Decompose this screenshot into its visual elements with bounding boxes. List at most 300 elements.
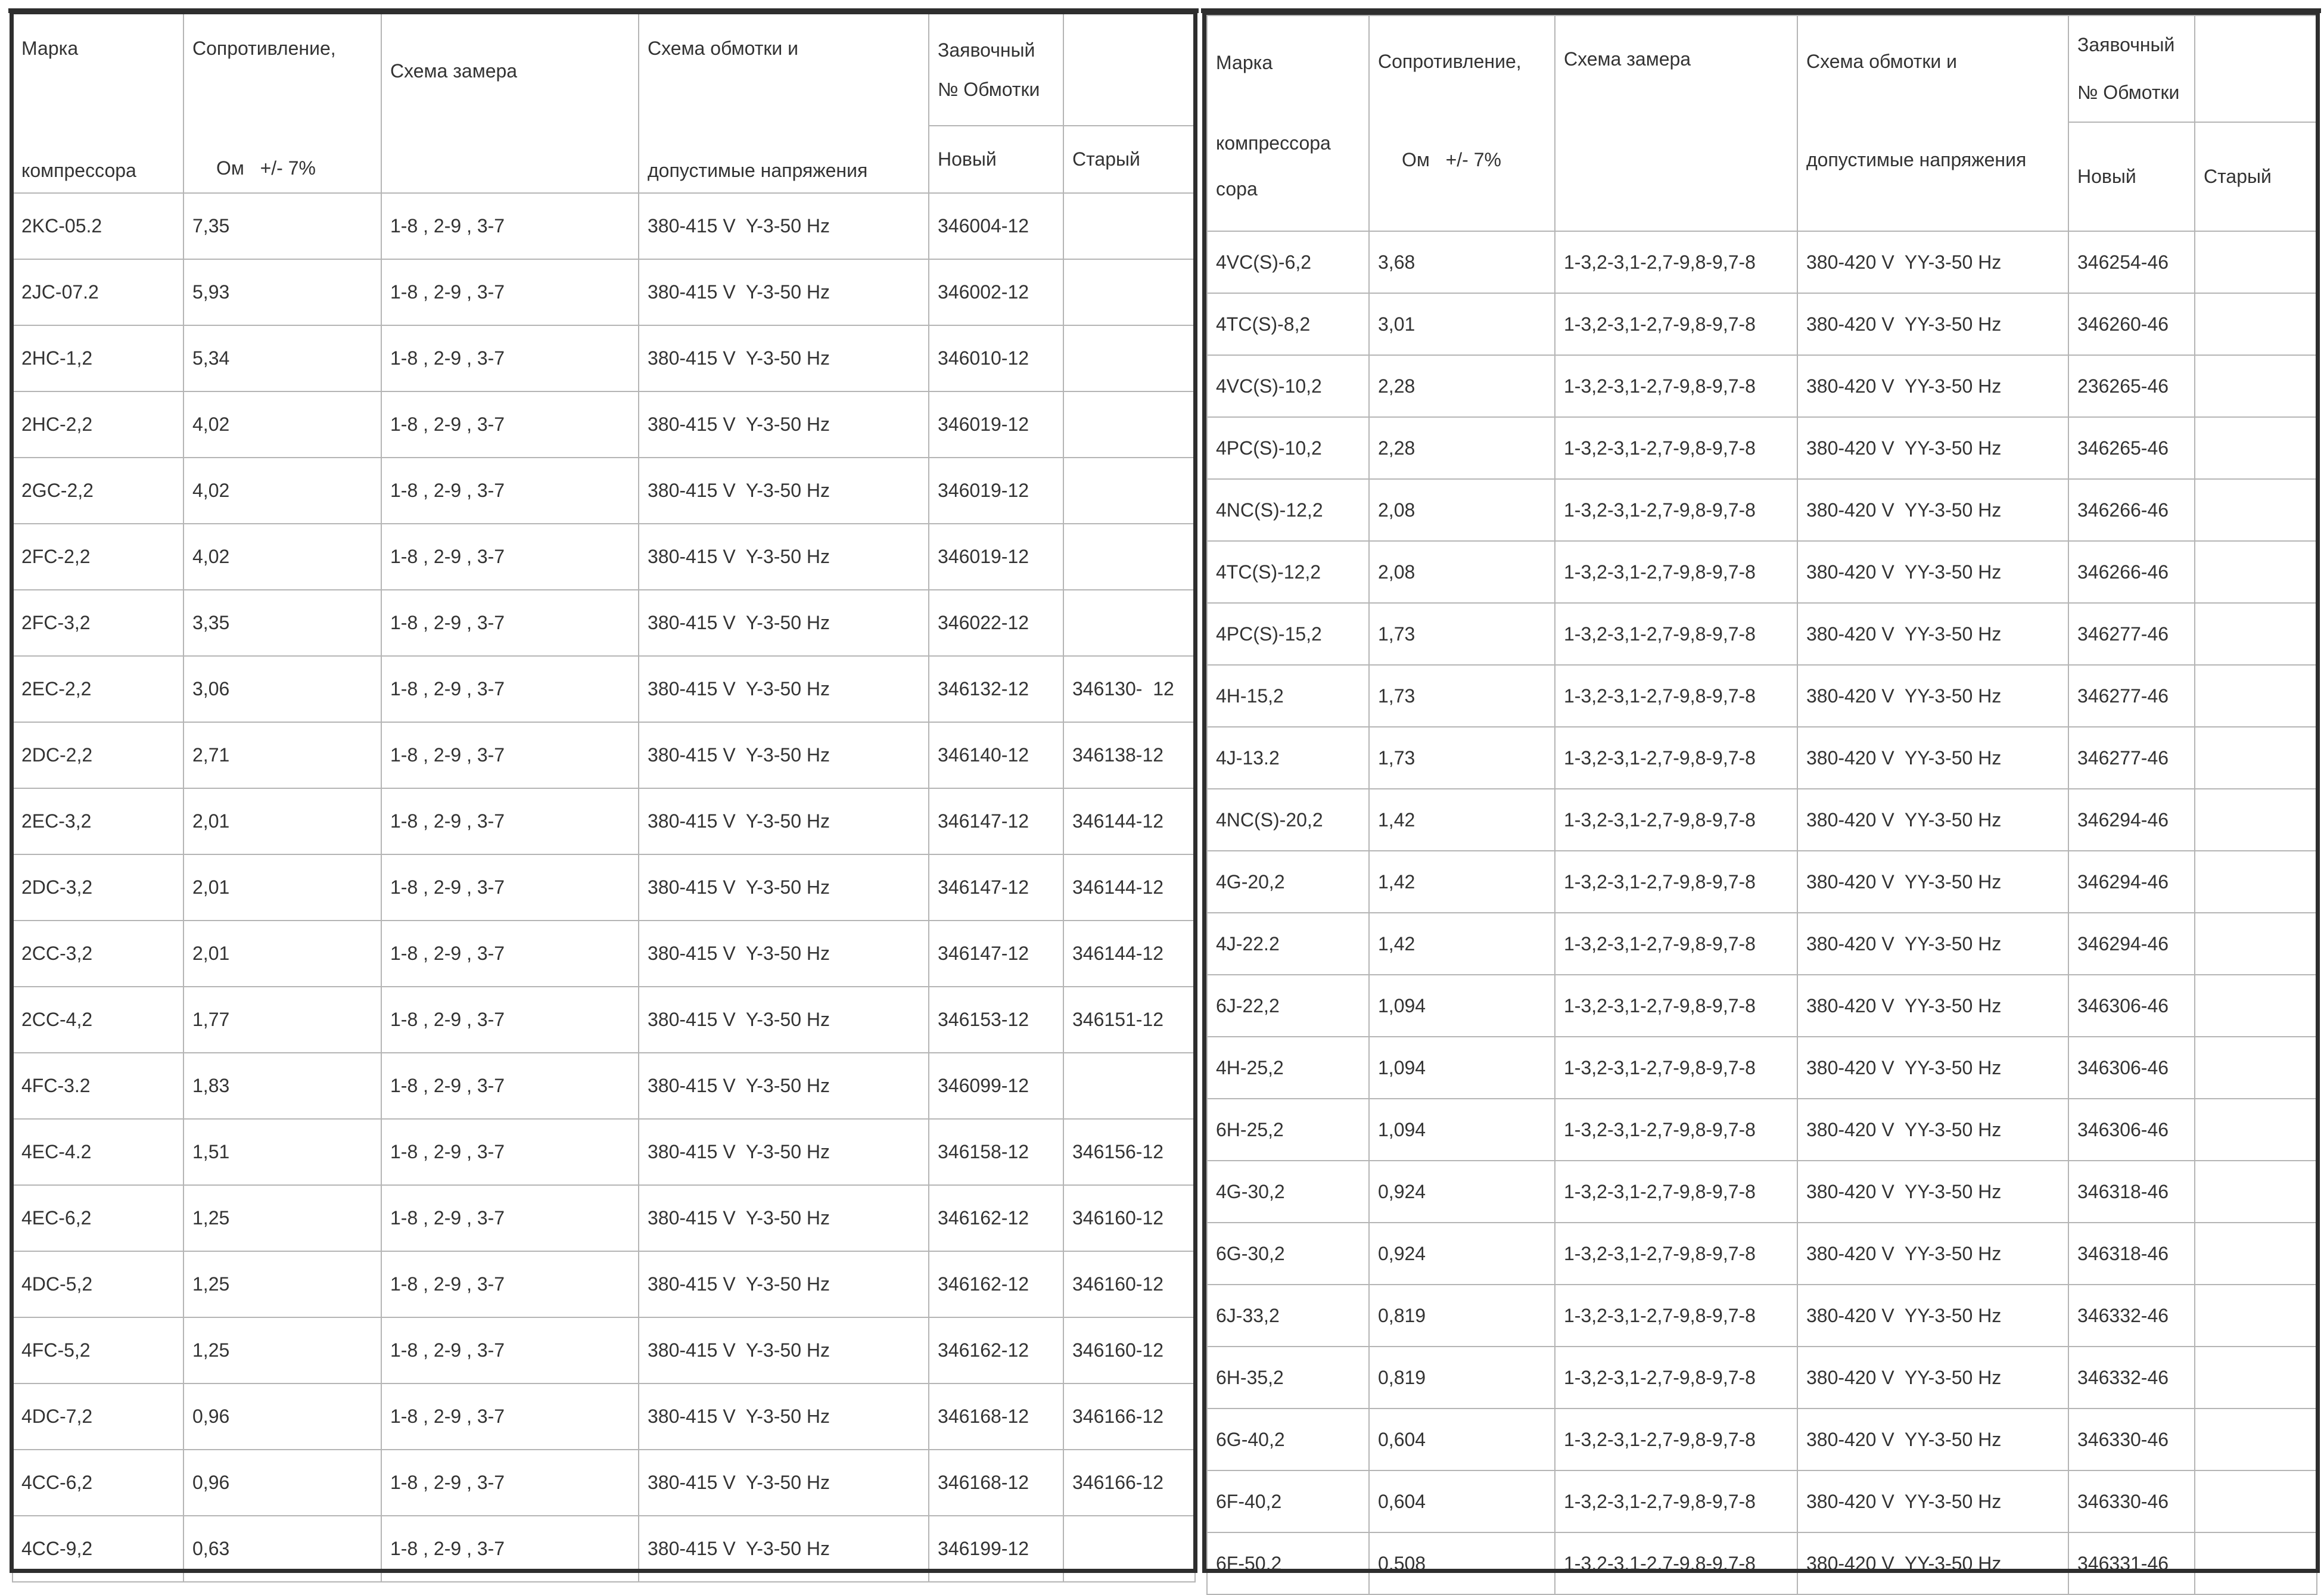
old-cell — [2195, 789, 2317, 851]
new-cell: 346330-46 — [2068, 1409, 2195, 1470]
old-cell — [1063, 458, 1195, 524]
scheme-cell: 1-8 , 2-9 , 3-7 — [381, 458, 639, 524]
table-row — [1207, 1285, 2317, 1347]
resistance-cell: 2,08 — [1369, 541, 1555, 603]
resistance-cell: 2,01 — [183, 921, 381, 987]
right-header-order-line1: Заявочный — [2077, 34, 2175, 56]
new-cell: 346277-46 — [2068, 665, 2195, 727]
new-cell: 346294-46 — [2068, 789, 2195, 851]
brand-cell: 6G-40,2 — [1207, 1409, 1369, 1470]
old-cell — [2195, 1285, 2317, 1347]
old-cell — [1063, 1053, 1195, 1119]
table-row — [13, 325, 1195, 391]
brand-cell: 4J-22.2 — [1207, 913, 1369, 975]
voltage-cell: 380-420 V YY-3-50 Hz — [1797, 1532, 2068, 1594]
old-cell: 346160-12 — [1063, 1317, 1195, 1383]
voltage-cell: 380-415 V Y-3-50 Hz — [639, 854, 929, 921]
scheme-cell: 1-3,2-3,1-2,7-9,8-9,7-8 — [1555, 603, 1797, 665]
new-cell: 346147-12 — [929, 788, 1063, 854]
new-cell: 346306-46 — [2068, 1037, 2195, 1099]
brand-cell: 4PC(S)-10,2 — [1207, 417, 1369, 479]
new-cell: 346158-12 — [929, 1119, 1063, 1185]
resistance-cell: 2,71 — [183, 722, 381, 788]
resistance-cell: 3,06 — [183, 656, 381, 722]
resistance-cell: 0,508 — [1369, 1532, 1555, 1594]
new-cell: 346147-12 — [929, 854, 1063, 921]
old-cell — [2195, 355, 2317, 417]
left-header-old: Старый — [1063, 126, 1195, 193]
brand-cell: 2FC-3,2 — [13, 590, 183, 656]
old-cell — [1063, 1516, 1195, 1582]
resistance-cell: 0,604 — [1369, 1409, 1555, 1470]
table-row — [13, 1119, 1195, 1185]
scheme-cell: 1-8 , 2-9 , 3-7 — [381, 722, 639, 788]
left-header-scheme — [381, 13, 639, 193]
old-cell — [2195, 603, 2317, 665]
scheme-cell: 1-8 , 2-9 , 3-7 — [381, 1317, 639, 1383]
table-row — [1207, 355, 2317, 417]
voltage-cell: 380-415 V Y-3-50 Hz — [639, 259, 929, 325]
resistance-cell: 1,094 — [1369, 1099, 1555, 1161]
new-cell: 346260-46 — [2068, 293, 2195, 355]
right-header-resistance-bottom: Ом +/- 7% — [1402, 149, 1501, 170]
brand-cell: 4NC(S)-12,2 — [1207, 479, 1369, 541]
scheme-cell: 1-3,2-3,1-2,7-9,8-9,7-8 — [1555, 975, 1797, 1037]
resistance-cell: 3,01 — [1369, 293, 1555, 355]
new-cell: 346162-12 — [929, 1317, 1063, 1383]
new-cell: 346318-46 — [2068, 1223, 2195, 1285]
voltage-cell: 380-415 V Y-3-50 Hz — [639, 1383, 929, 1450]
left-header-order-line1: Заявочный — [938, 39, 1035, 61]
left-header-resistance-top: Сопротивление, — [192, 38, 336, 59]
table-row — [13, 193, 1195, 259]
table-row — [13, 1317, 1195, 1383]
table-row — [13, 458, 1195, 524]
voltage-cell: 380-420 V YY-3-50 Hz — [1797, 1285, 2068, 1347]
table-row — [1207, 1532, 2317, 1594]
left-header-resistance-bottom: Ом +/- 7% — [216, 157, 316, 179]
resistance-cell: 3,68 — [1369, 231, 1555, 293]
table-row — [13, 788, 1195, 854]
scheme-cell: 1-8 , 2-9 , 3-7 — [381, 1383, 639, 1450]
scheme-cell: 1-3,2-3,1-2,7-9,8-9,7-8 — [1555, 1161, 1797, 1223]
table-row — [1207, 1223, 2317, 1285]
new-cell: 346294-46 — [2068, 851, 2195, 913]
right-header-order-number — [2068, 15, 2195, 122]
right-header-winding-bottom: допустимые напряжения — [1806, 149, 2027, 170]
table-row — [13, 1053, 1195, 1119]
resistance-cell: 1,42 — [1369, 851, 1555, 913]
table-row — [13, 1185, 1195, 1251]
scheme-cell: 1-3,2-3,1-2,7-9,8-9,7-8 — [1555, 1347, 1797, 1409]
voltage-cell: 380-415 V Y-3-50 Hz — [639, 1516, 929, 1582]
scheme-cell: 1-8 , 2-9 , 3-7 — [381, 1053, 639, 1119]
voltage-cell: 380-420 V YY-3-50 Hz — [1797, 479, 2068, 541]
brand-cell: 6H-35,2 — [1207, 1347, 1369, 1409]
new-cell: 346162-12 — [929, 1185, 1063, 1251]
resistance-cell: 1,51 — [183, 1119, 381, 1185]
table-row — [1207, 231, 2317, 293]
old-cell — [1063, 391, 1195, 458]
voltage-cell: 380-415 V Y-3-50 Hz — [639, 590, 929, 656]
left-header-winding — [639, 13, 929, 193]
brand-cell: 2CC-4,2 — [13, 987, 183, 1053]
brand-cell: 6J-22,2 — [1207, 975, 1369, 1037]
brand-cell: 2HC-1,2 — [13, 325, 183, 391]
old-cell: 346156-12 — [1063, 1119, 1195, 1185]
brand-cell: 6H-25,2 — [1207, 1099, 1369, 1161]
old-cell — [2195, 665, 2317, 727]
resistance-cell: 1,73 — [1369, 727, 1555, 789]
new-cell: 346306-46 — [2068, 1099, 2195, 1161]
old-cell — [2195, 541, 2317, 603]
brand-cell: 2DC-2,2 — [13, 722, 183, 788]
scheme-cell: 1-3,2-3,1-2,7-9,8-9,7-8 — [1555, 1223, 1797, 1285]
voltage-cell: 380-415 V Y-3-50 Hz — [639, 458, 929, 524]
table-row — [13, 1450, 1195, 1516]
left-header-new: Новый — [929, 126, 1063, 193]
scheme-cell: 1-3,2-3,1-2,7-9,8-9,7-8 — [1555, 1099, 1797, 1161]
right-header-row-1 — [1207, 15, 2317, 122]
brand-cell: 4CC-9,2 — [13, 1516, 183, 1582]
scheme-cell: 1-8 , 2-9 , 3-7 — [381, 788, 639, 854]
voltage-cell: 380-420 V YY-3-50 Hz — [1797, 417, 2068, 479]
brand-cell: 4G-30,2 — [1207, 1161, 1369, 1223]
brand-cell: 4G-20,2 — [1207, 851, 1369, 913]
brand-cell: 4H-25,2 — [1207, 1037, 1369, 1099]
old-cell — [2195, 231, 2317, 293]
voltage-cell: 380-420 V YY-3-50 Hz — [1797, 231, 2068, 293]
old-cell — [1063, 259, 1195, 325]
scheme-cell: 1-8 , 2-9 , 3-7 — [381, 1450, 639, 1516]
resistance-cell: 0,819 — [1369, 1285, 1555, 1347]
old-cell: 346160-12 — [1063, 1251, 1195, 1317]
table-row — [1207, 1347, 2317, 1409]
resistance-cell: 1,77 — [183, 987, 381, 1053]
table-row — [13, 391, 1195, 458]
right-header-order-empty — [2195, 15, 2317, 122]
scheme-cell: 1-3,2-3,1-2,7-9,8-9,7-8 — [1555, 355, 1797, 417]
scheme-cell: 1-3,2-3,1-2,7-9,8-9,7-8 — [1555, 1285, 1797, 1347]
brand-cell: 6G-30,2 — [1207, 1223, 1369, 1285]
scheme-cell: 1-3,2-3,1-2,7-9,8-9,7-8 — [1555, 851, 1797, 913]
old-cell — [2195, 1409, 2317, 1470]
new-cell: 346168-12 — [929, 1450, 1063, 1516]
old-cell: 346151-12 — [1063, 987, 1195, 1053]
scheme-cell: 1-8 , 2-9 , 3-7 — [381, 1516, 639, 1582]
voltage-cell: 380-420 V YY-3-50 Hz — [1797, 293, 2068, 355]
brand-cell: 4EC-6,2 — [13, 1185, 183, 1251]
left-header-resistance — [183, 13, 381, 193]
voltage-cell: 380-420 V YY-3-50 Hz — [1797, 355, 2068, 417]
table-row — [13, 524, 1195, 590]
resistance-cell: 2,28 — [1369, 355, 1555, 417]
resistance-cell: 0,96 — [183, 1383, 381, 1450]
table-row — [1207, 603, 2317, 665]
new-cell: 346331-46 — [2068, 1532, 2195, 1594]
new-cell: 346019-12 — [929, 391, 1063, 458]
scheme-cell: 1-8 , 2-9 , 3-7 — [381, 1119, 639, 1185]
voltage-cell: 380-415 V Y-3-50 Hz — [639, 788, 929, 854]
left-header-order-empty — [1063, 13, 1195, 126]
resistance-cell: 2,08 — [1369, 479, 1555, 541]
table-row — [13, 987, 1195, 1053]
old-cell — [2195, 479, 2317, 541]
resistance-cell: 2,01 — [183, 788, 381, 854]
brand-cell: 4FC-3.2 — [13, 1053, 183, 1119]
scheme-cell: 1-3,2-3,1-2,7-9,8-9,7-8 — [1555, 293, 1797, 355]
scheme-cell: 1-3,2-3,1-2,7-9,8-9,7-8 — [1555, 789, 1797, 851]
new-cell: 346019-12 — [929, 458, 1063, 524]
left-compressor-table — [12, 13, 1196, 1582]
right-header-winding-top: Схема обмотки и — [1806, 51, 1958, 72]
right-header-brand-top: Марка — [1216, 52, 1273, 73]
scheme-cell: 1-3,2-3,1-2,7-9,8-9,7-8 — [1555, 1409, 1797, 1470]
new-cell: 346294-46 — [2068, 913, 2195, 975]
voltage-cell: 380-415 V Y-3-50 Hz — [639, 1185, 929, 1251]
voltage-cell: 380-415 V Y-3-50 Hz — [639, 325, 929, 391]
voltage-cell: 380-420 V YY-3-50 Hz — [1797, 665, 2068, 727]
resistance-cell: 1,42 — [1369, 913, 1555, 975]
new-cell: 346332-46 — [2068, 1347, 2195, 1409]
voltage-cell: 380-420 V YY-3-50 Hz — [1797, 541, 2068, 603]
resistance-cell: 0,604 — [1369, 1470, 1555, 1532]
resistance-cell: 4,02 — [183, 524, 381, 590]
resistance-cell: 1,094 — [1369, 975, 1555, 1037]
brand-cell: 2FC-2,2 — [13, 524, 183, 590]
new-cell: 346168-12 — [929, 1383, 1063, 1450]
right-table-top-border — [1201, 8, 2321, 13]
table-row — [13, 259, 1195, 325]
scheme-cell: 1-3,2-3,1-2,7-9,8-9,7-8 — [1555, 727, 1797, 789]
scheme-cell: 1-8 , 2-9 , 3-7 — [381, 1251, 639, 1317]
new-cell: 346306-46 — [2068, 975, 2195, 1037]
table-row — [1207, 541, 2317, 603]
new-cell: 346004-12 — [929, 193, 1063, 259]
resistance-cell: 1,25 — [183, 1185, 381, 1251]
right-header-resistance-top: Сопротивление, — [1378, 51, 1522, 72]
old-cell — [2195, 1532, 2317, 1594]
old-cell — [2195, 727, 2317, 789]
new-cell: 236265-46 — [2068, 355, 2195, 417]
right-header-winding — [1797, 15, 2068, 231]
left-header-brand — [13, 13, 183, 193]
resistance-cell: 1,094 — [1369, 1037, 1555, 1099]
brand-cell: 4PC(S)-15,2 — [1207, 603, 1369, 665]
voltage-cell: 380-415 V Y-3-50 Hz — [639, 1053, 929, 1119]
old-cell: 346130- 12 — [1063, 656, 1195, 722]
scheme-cell: 1-8 , 2-9 , 3-7 — [381, 193, 639, 259]
new-cell: 346330-46 — [2068, 1470, 2195, 1532]
voltage-cell: 380-415 V Y-3-50 Hz — [639, 1317, 929, 1383]
table-row — [1207, 913, 2317, 975]
old-cell — [2195, 1470, 2317, 1532]
scheme-cell: 1-8 , 2-9 , 3-7 — [381, 259, 639, 325]
old-cell — [2195, 1347, 2317, 1409]
brand-cell: 2KC-05.2 — [13, 193, 183, 259]
table-row — [13, 722, 1195, 788]
old-cell — [2195, 1037, 2317, 1099]
old-cell: 346138-12 — [1063, 722, 1195, 788]
resistance-cell: 0,924 — [1369, 1223, 1555, 1285]
resistance-cell: 0,63 — [183, 1516, 381, 1582]
new-cell: 346002-12 — [929, 259, 1063, 325]
new-cell: 346318-46 — [2068, 1161, 2195, 1223]
scheme-cell: 1-3,2-3,1-2,7-9,8-9,7-8 — [1555, 1532, 1797, 1594]
resistance-cell: 1,25 — [183, 1317, 381, 1383]
scheme-cell: 1-8 , 2-9 , 3-7 — [381, 325, 639, 391]
new-cell: 346332-46 — [2068, 1285, 2195, 1347]
old-cell — [2195, 1099, 2317, 1161]
right-header-brand — [1207, 15, 1369, 231]
table-row — [1207, 665, 2317, 727]
scheme-cell: 1-8 , 2-9 , 3-7 — [381, 987, 639, 1053]
resistance-cell: 0,96 — [183, 1450, 381, 1516]
old-cell — [1063, 590, 1195, 656]
right-header-brand-bottom-2: сора — [1216, 178, 1258, 200]
scheme-cell: 1-3,2-3,1-2,7-9,8-9,7-8 — [1555, 417, 1797, 479]
table-row — [13, 1383, 1195, 1450]
brand-cell: 6J-33,2 — [1207, 1285, 1369, 1347]
scheme-cell: 1-8 , 2-9 , 3-7 — [381, 656, 639, 722]
voltage-cell: 380-415 V Y-3-50 Hz — [639, 656, 929, 722]
brand-cell: 2JC-07.2 — [13, 259, 183, 325]
voltage-cell: 380-415 V Y-3-50 Hz — [639, 193, 929, 259]
voltage-cell: 380-420 V YY-3-50 Hz — [1797, 913, 2068, 975]
scheme-cell: 1-3,2-3,1-2,7-9,8-9,7-8 — [1555, 1470, 1797, 1532]
old-cell — [1063, 325, 1195, 391]
resistance-cell: 0,924 — [1369, 1161, 1555, 1223]
voltage-cell: 380-415 V Y-3-50 Hz — [639, 1119, 929, 1185]
table-row — [13, 1251, 1195, 1317]
new-cell: 346277-46 — [2068, 603, 2195, 665]
brand-cell: 4VC(S)-6,2 — [1207, 231, 1369, 293]
table-row — [1207, 789, 2317, 851]
right-header-order-line2: № Обмотки — [2077, 82, 2180, 104]
table-row — [13, 921, 1195, 987]
resistance-cell: 7,35 — [183, 193, 381, 259]
table-row — [1207, 293, 2317, 355]
brand-cell: 4DC-7,2 — [13, 1383, 183, 1450]
old-cell — [2195, 293, 2317, 355]
left-header-brand-top: Марка — [21, 38, 79, 59]
left-header-scheme-label: Схема замера — [390, 60, 518, 82]
voltage-cell: 380-415 V Y-3-50 Hz — [639, 1251, 929, 1317]
brand-cell: 4EC-4.2 — [13, 1119, 183, 1185]
table-row — [1207, 1099, 2317, 1161]
new-cell: 346254-46 — [2068, 231, 2195, 293]
scheme-cell: 1-8 , 2-9 , 3-7 — [381, 391, 639, 458]
voltage-cell: 380-420 V YY-3-50 Hz — [1797, 1037, 2068, 1099]
old-cell — [1063, 193, 1195, 259]
voltage-cell: 380-415 V Y-3-50 Hz — [639, 921, 929, 987]
old-cell: 346160-12 — [1063, 1185, 1195, 1251]
old-cell — [2195, 1161, 2317, 1223]
old-cell — [2195, 913, 2317, 975]
right-header-new: Новый — [2068, 122, 2195, 231]
new-cell: 346010-12 — [929, 325, 1063, 391]
brand-cell: 4VC(S)-10,2 — [1207, 355, 1369, 417]
scheme-cell: 1-3,2-3,1-2,7-9,8-9,7-8 — [1555, 541, 1797, 603]
new-cell: 346140-12 — [929, 722, 1063, 788]
new-cell: 346132-12 — [929, 656, 1063, 722]
scheme-cell: 1-3,2-3,1-2,7-9,8-9,7-8 — [1555, 231, 1797, 293]
voltage-cell: 380-415 V Y-3-50 Hz — [639, 391, 929, 458]
table-row — [1207, 851, 2317, 913]
brand-cell: 6F-40,2 — [1207, 1470, 1369, 1532]
scheme-cell: 1-3,2-3,1-2,7-9,8-9,7-8 — [1555, 1037, 1797, 1099]
brand-cell: 2EC-2,2 — [13, 656, 183, 722]
resistance-cell: 5,34 — [183, 325, 381, 391]
voltage-cell: 380-420 V YY-3-50 Hz — [1797, 727, 2068, 789]
table-row — [1207, 1470, 2317, 1532]
old-cell: 346144-12 — [1063, 921, 1195, 987]
brand-cell: 4TC(S)-12,2 — [1207, 541, 1369, 603]
brand-cell: 4CC-6,2 — [13, 1450, 183, 1516]
new-cell: 346266-46 — [2068, 541, 2195, 603]
brand-cell: 4FC-5,2 — [13, 1317, 183, 1383]
brand-cell: 4TC(S)-8,2 — [1207, 293, 1369, 355]
resistance-cell: 4,02 — [183, 458, 381, 524]
table-row — [13, 1516, 1195, 1582]
scheme-cell: 1-3,2-3,1-2,7-9,8-9,7-8 — [1555, 913, 1797, 975]
new-cell: 346162-12 — [929, 1251, 1063, 1317]
resistance-cell: 3,35 — [183, 590, 381, 656]
voltage-cell: 380-420 V YY-3-50 Hz — [1797, 1161, 2068, 1223]
voltage-cell: 380-420 V YY-3-50 Hz — [1797, 975, 2068, 1037]
resistance-cell: 2,01 — [183, 854, 381, 921]
old-cell: 346144-12 — [1063, 854, 1195, 921]
voltage-cell: 380-415 V Y-3-50 Hz — [639, 524, 929, 590]
resistance-cell: 2,28 — [1369, 417, 1555, 479]
scheme-cell: 1-8 , 2-9 , 3-7 — [381, 1185, 639, 1251]
brand-cell: 2DC-3,2 — [13, 854, 183, 921]
scheme-cell: 1-3,2-3,1-2,7-9,8-9,7-8 — [1555, 479, 1797, 541]
voltage-cell: 380-420 V YY-3-50 Hz — [1797, 603, 2068, 665]
voltage-cell: 380-415 V Y-3-50 Hz — [639, 1450, 929, 1516]
brand-cell: 6F-50,2 — [1207, 1532, 1369, 1594]
old-cell: 346144-12 — [1063, 788, 1195, 854]
voltage-cell: 380-420 V YY-3-50 Hz — [1797, 851, 2068, 913]
voltage-cell: 380-420 V YY-3-50 Hz — [1797, 1409, 2068, 1470]
right-header-resistance — [1369, 15, 1555, 231]
resistance-cell: 0,819 — [1369, 1347, 1555, 1409]
resistance-cell: 1,73 — [1369, 603, 1555, 665]
new-cell: 346199-12 — [929, 1516, 1063, 1582]
right-header-scheme-label: Схема замера — [1564, 48, 1691, 70]
resistance-cell: 1,42 — [1369, 789, 1555, 851]
resistance-cell: 1,73 — [1369, 665, 1555, 727]
old-cell — [2195, 851, 2317, 913]
right-header-brand-bottom-1: компрессора — [1216, 132, 1331, 154]
left-header-order-number — [929, 13, 1063, 126]
scheme-cell: 1-8 , 2-9 , 3-7 — [381, 590, 639, 656]
resistance-cell: 1,83 — [183, 1053, 381, 1119]
brand-cell: 2CC-3,2 — [13, 921, 183, 987]
table-row — [1207, 1409, 2317, 1470]
new-cell: 346266-46 — [2068, 479, 2195, 541]
scheme-cell: 1-3,2-3,1-2,7-9,8-9,7-8 — [1555, 665, 1797, 727]
voltage-cell: 380-415 V Y-3-50 Hz — [639, 722, 929, 788]
new-cell: 346019-12 — [929, 524, 1063, 590]
old-cell: 346166-12 — [1063, 1383, 1195, 1450]
old-cell — [2195, 975, 2317, 1037]
brand-cell: 4H-15,2 — [1207, 665, 1369, 727]
old-cell — [2195, 1223, 2317, 1285]
left-header-brand-bottom: компрессора — [21, 160, 136, 181]
resistance-cell: 1,25 — [183, 1251, 381, 1317]
table-row — [1207, 479, 2317, 541]
